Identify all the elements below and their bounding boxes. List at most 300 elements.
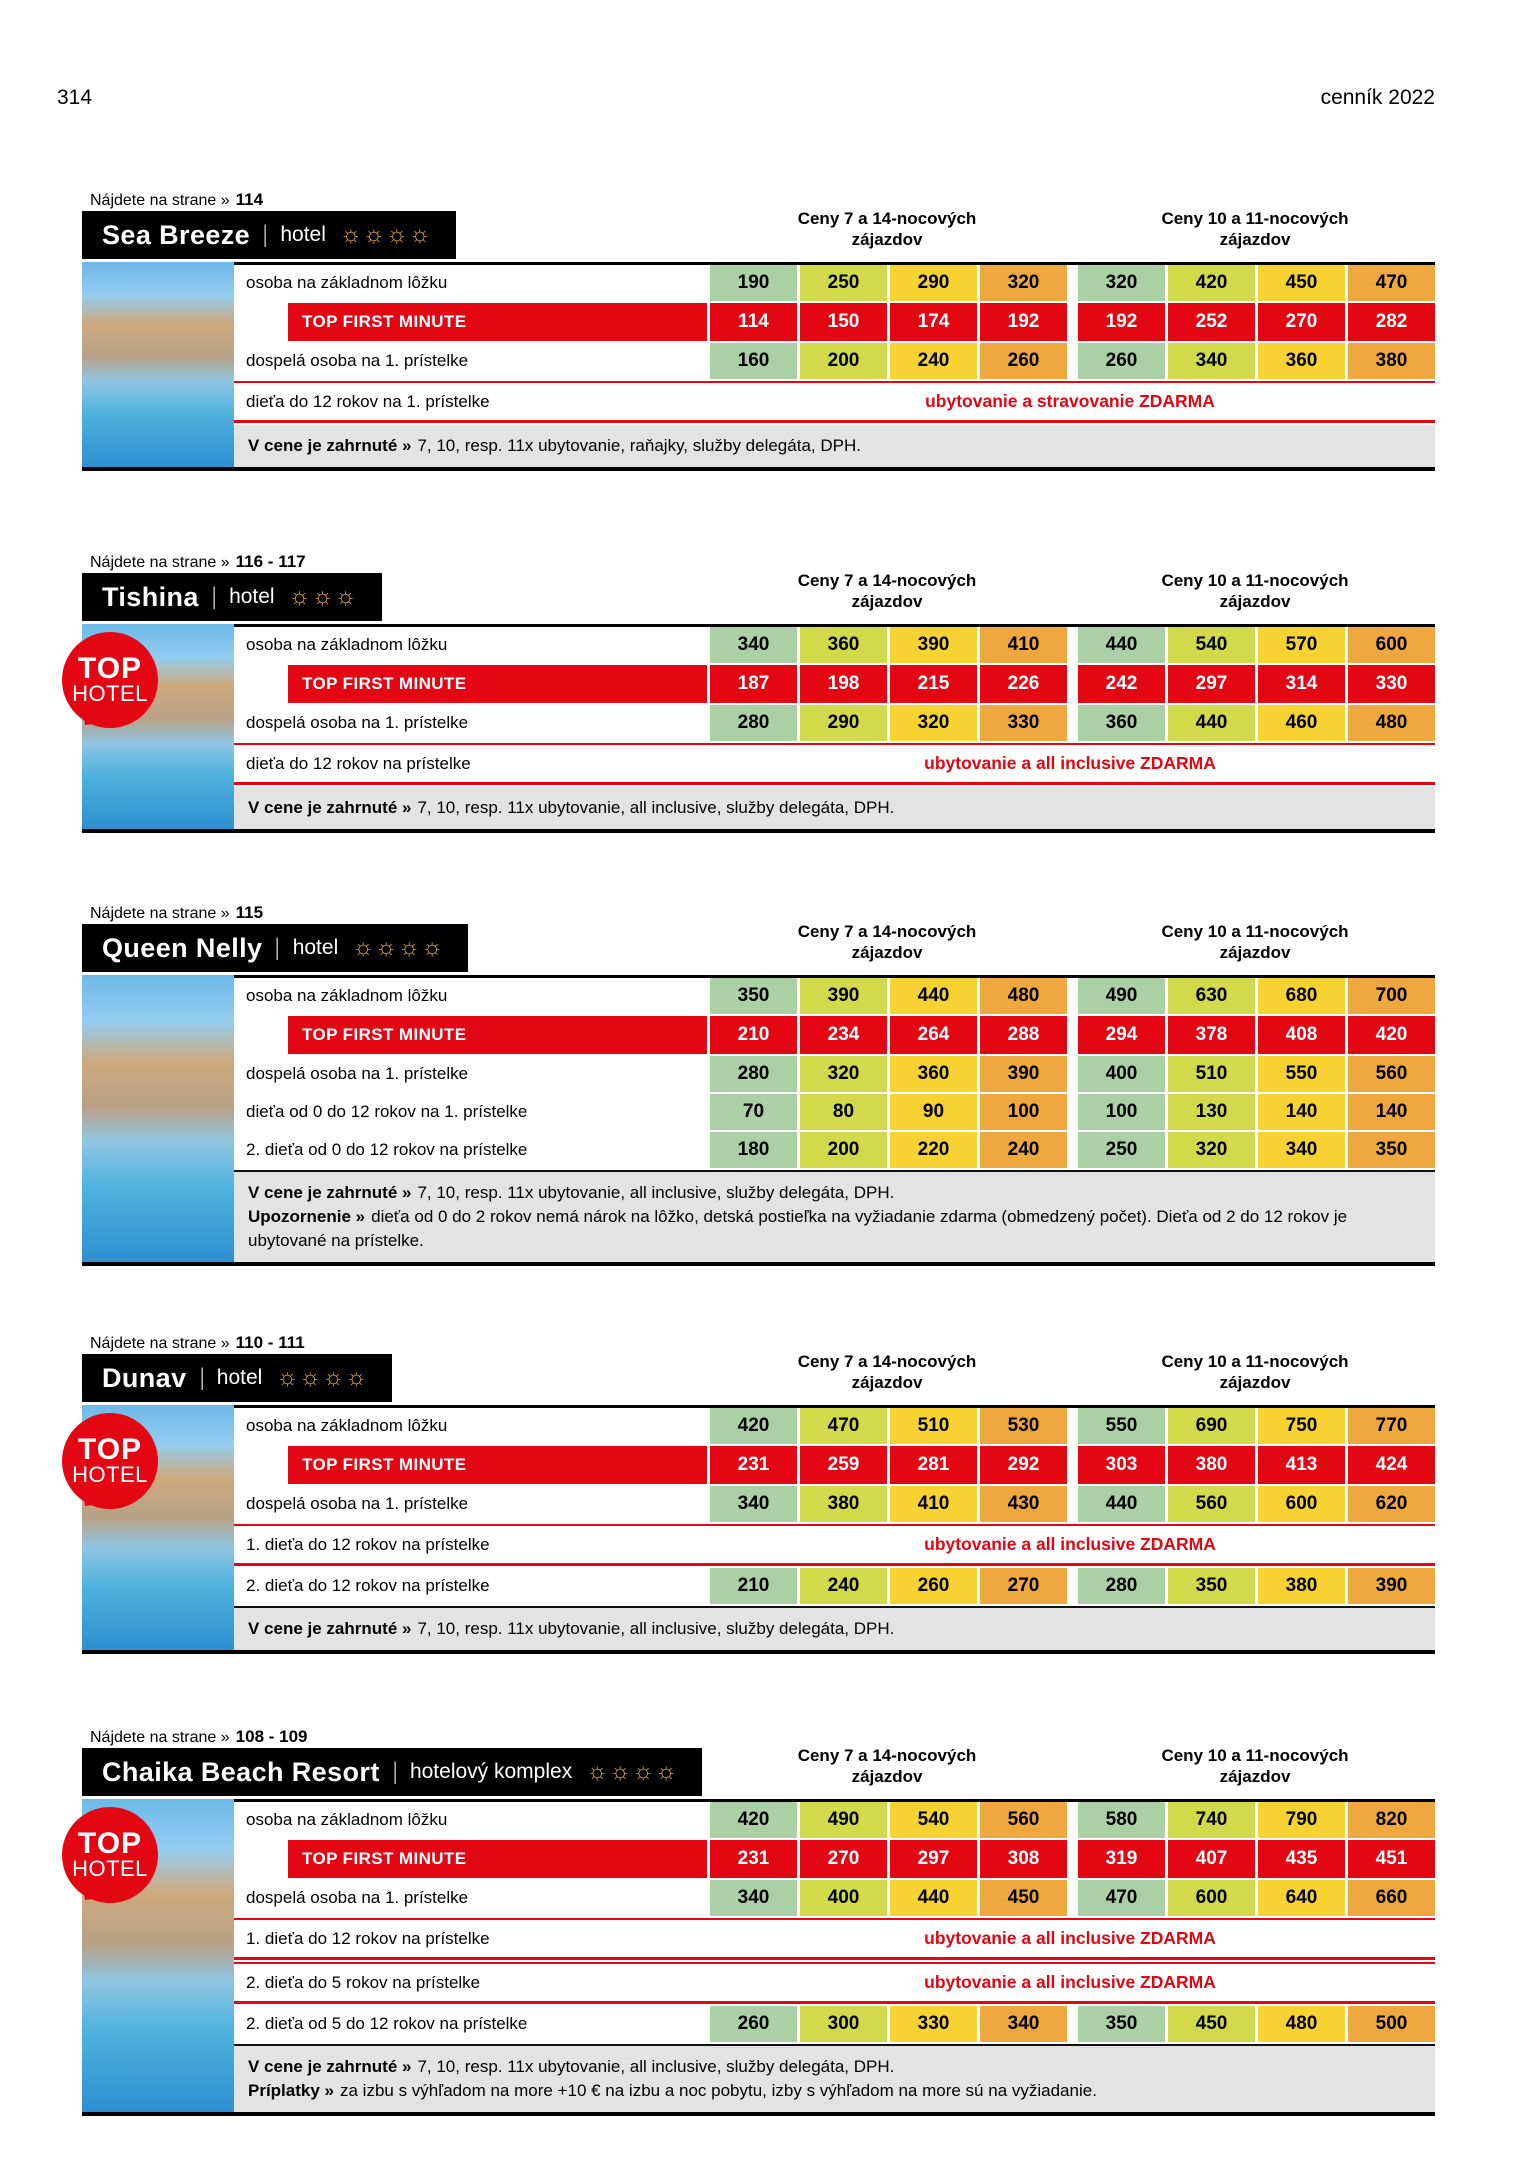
price-row-label: dieťa od 0 do 12 rokov na 1. prístelke [246, 1102, 528, 1121]
price-cell: 450 [1258, 265, 1345, 301]
page-reference [82, 190, 1435, 209]
price-cell: 410 [980, 627, 1067, 663]
price-group-1-line1: Ceny 7 a 14-nocových [797, 1352, 977, 1371]
price-group-1-line2: zájazdov [851, 1373, 923, 1392]
hotel-category: hotel [280, 223, 326, 246]
note-text: 7, 10, resp. 11x ubytovanie, all inclusive, služby delegáta, DPH. [417, 2057, 895, 2076]
hotel-section [72, 552, 1435, 833]
price-row [234, 343, 1435, 379]
page-reference-label: Nájdete na strane » [90, 554, 230, 571]
price-cell: 690 [1168, 1408, 1255, 1444]
top-hotel-badge-line2: HOTEL [72, 1856, 148, 1881]
price-cell: 530 [980, 1408, 1067, 1444]
price-cell: 80 [800, 1094, 887, 1130]
price-cell: 320 [800, 1056, 887, 1092]
sun-star-icon: ☼ [288, 583, 312, 610]
price-cell: 260 [980, 343, 1067, 379]
price-cell: 480 [1258, 2006, 1345, 2042]
hotel-section [82, 903, 1435, 1266]
sun-star-icon: ☼ [311, 583, 335, 610]
tfm-label: TOP FIRST MINUTE [288, 1446, 707, 1484]
sun-star-icon: ☼ [655, 1758, 679, 1785]
price-row [234, 1486, 1435, 1522]
hotel-title-bar [82, 573, 382, 621]
page-reference-number: 116 - 117 [235, 552, 306, 571]
page-reference-label: Nájdete na strane » [90, 1335, 230, 1352]
price-cell: 570 [1258, 627, 1345, 663]
page-reference [82, 552, 1435, 571]
sun-star-icon: ☼ [322, 1364, 346, 1391]
free-offer-row [234, 381, 1435, 423]
hotel-category: hotelový komplex [409, 1760, 573, 1783]
price-cell: 470 [800, 1408, 887, 1444]
price-cell: 550 [1258, 1056, 1345, 1092]
price-cell: 140 [1258, 1094, 1345, 1130]
price-cell: 400 [1078, 1056, 1165, 1092]
hotel-photo [82, 262, 234, 467]
price-row-label: 2. dieťa od 5 do 12 rokov na prístelke [246, 2014, 528, 2033]
price-row-label: dospelá osoba na 1. prístelke [246, 1888, 469, 1907]
tfm-indent [234, 1840, 288, 1878]
tfm-price-cell: 114 [710, 303, 797, 341]
price-group-1-line2: zájazdov [851, 943, 923, 962]
price-cell: 330 [890, 2006, 977, 2042]
price-group-2-header [1075, 208, 1435, 250]
note-lead: V cene je zahrnuté » [248, 798, 412, 817]
tfm-price-cell: 226 [980, 665, 1067, 703]
sun-star-icon: ☼ [609, 1758, 633, 1785]
price-cell: 410 [890, 1486, 977, 1522]
price-cell: 200 [800, 343, 887, 379]
price-cell: 770 [1348, 1408, 1435, 1444]
tfm-price-cell: 150 [800, 303, 887, 341]
top-hotel-badge-line1: TOP [77, 1433, 143, 1466]
price-cell: 90 [890, 1094, 977, 1130]
price-row-label: 2. dieťa do 12 rokov na prístelke [246, 1576, 490, 1595]
sun-star-icon: ☼ [586, 1758, 610, 1785]
price-group-2-header [1075, 921, 1435, 963]
price-cell: 100 [1078, 1094, 1165, 1130]
tfm-price-cell: 292 [980, 1446, 1067, 1484]
price-cell: 470 [1078, 1880, 1165, 1916]
price-cell: 340 [980, 2006, 1067, 2042]
tfm-price-cell: 424 [1348, 1446, 1435, 1484]
hotel-section [72, 1333, 1435, 1654]
price-cell: 390 [1348, 1568, 1435, 1604]
free-offer-text: ubytovanie a all inclusive ZDARMA [924, 753, 1216, 773]
price-row-label: osoba na základnom lôžku [246, 1416, 448, 1435]
price-group-1-header [707, 921, 1067, 963]
price-row [234, 1132, 1435, 1168]
price-row [234, 1056, 1435, 1092]
price-cell: 320 [1168, 1132, 1255, 1168]
price-group-2-line2: zájazdov [1219, 592, 1291, 611]
tfm-price-cell: 259 [800, 1446, 887, 1484]
price-row-label: osoba na základnom lôžku [246, 635, 448, 654]
price-cell: 140 [1348, 1094, 1435, 1130]
price-group-1-line2: zájazdov [851, 592, 923, 611]
tfm-price-cell: 314 [1258, 665, 1345, 703]
price-cell: 630 [1168, 978, 1255, 1014]
price-cell: 450 [1168, 2006, 1255, 2042]
price-group-2-header [1075, 570, 1435, 612]
price-rows [234, 262, 1435, 467]
price-cell: 260 [1078, 343, 1165, 379]
price-table [72, 624, 1435, 833]
price-cell: 680 [1258, 978, 1345, 1014]
top-hotel-badge [62, 1413, 158, 1509]
hotel-name: Dunav [102, 1362, 187, 1393]
note-lead: V cene je zahrnuté » [248, 2057, 412, 2076]
tfm-price-cell: 192 [980, 303, 1067, 341]
tfm-label: TOP FIRST MINUTE [288, 665, 707, 703]
note-text: dieťa od 0 do 2 rokov nemá nárok na lôžko, detská postieľka na vyžiadanie zdarma (obmedzený počet). Dieťa od 2 do 12 rokov je ubytované na prístelke. [248, 1207, 1348, 1250]
title-separator: | [212, 583, 216, 610]
price-cell: 440 [1078, 1486, 1165, 1522]
price-cell: 210 [710, 1568, 797, 1604]
price-cell: 440 [890, 978, 977, 1014]
price-cell: 340 [1168, 343, 1255, 379]
price-group-2-header [1075, 1351, 1435, 1393]
tfm-price-cell: 282 [1348, 303, 1435, 341]
note-text: 7, 10, resp. 11x ubytovanie, raňajky, služby delegáta, DPH. [417, 436, 861, 455]
page-reference-number: 114 [235, 190, 264, 209]
hotel-photo [72, 624, 234, 829]
price-cell: 350 [710, 978, 797, 1014]
tfm-price-cell: 234 [800, 1016, 887, 1054]
tfm-price-cell: 264 [890, 1016, 977, 1054]
tfm-price-cell: 451 [1348, 1840, 1435, 1878]
price-cell: 330 [980, 705, 1067, 741]
price-cell: 290 [800, 705, 887, 741]
sun-star-icon: ☼ [375, 934, 399, 961]
price-table [82, 262, 1435, 471]
price-cell: 280 [710, 705, 797, 741]
price-group-2-line1: Ceny 10 a 11-nocových [1161, 1746, 1349, 1765]
note-line [248, 1205, 1421, 1253]
tfm-price-cell: 435 [1258, 1840, 1345, 1878]
page-number: 314 [57, 86, 93, 109]
price-cell: 430 [980, 1486, 1067, 1522]
price-row [234, 1408, 1435, 1444]
price-cell: 540 [1168, 627, 1255, 663]
price-cell: 490 [1078, 978, 1165, 1014]
price-group-2-line1: Ceny 10 a 11-nocových [1161, 571, 1349, 590]
tfm-price-cell: 242 [1078, 665, 1165, 703]
note-text: 7, 10, resp. 11x ubytovanie, all inclusive, služby delegáta, DPH. [417, 1183, 895, 1202]
price-cell: 470 [1348, 265, 1435, 301]
price-cell: 700 [1348, 978, 1435, 1014]
price-cell: 510 [1168, 1056, 1255, 1092]
price-group-1-header [707, 1745, 1067, 1787]
sun-star-icon: ☼ [299, 1364, 323, 1391]
sun-star-icon: ☼ [421, 934, 445, 961]
note-lead: Upozornenie » [248, 1207, 366, 1226]
price-cell: 340 [710, 627, 797, 663]
price-cell: 380 [800, 1486, 887, 1522]
tfm-price-cell: 288 [980, 1016, 1067, 1054]
tfm-label: TOP FIRST MINUTE [288, 303, 707, 341]
free-offer-text: ubytovanie a stravovanie ZDARMA [925, 391, 1215, 411]
price-row [234, 627, 1435, 663]
price-cell: 390 [800, 978, 887, 1014]
sun-star-icon: ☼ [362, 221, 386, 248]
hotel-title-bar [82, 1748, 702, 1796]
tfm-label: TOP FIRST MINUTE [288, 1016, 707, 1054]
price-group-1-line1: Ceny 7 a 14-nocových [797, 209, 977, 228]
price-cell: 420 [710, 1802, 797, 1838]
top-hotel-badge-line1: TOP [77, 1827, 143, 1860]
price-cell: 270 [980, 1568, 1067, 1604]
free-offer-row [234, 1962, 1435, 2004]
top-first-minute-row [234, 1016, 1435, 1054]
tfm-price-cell: 270 [1258, 303, 1345, 341]
hotel-name: Chaika Beach Resort [102, 1756, 380, 1787]
page-reference [82, 1727, 1435, 1746]
title-separator: | [275, 934, 280, 961]
price-cell: 390 [890, 627, 977, 663]
page-reference-label: Nájdete na strane » [90, 905, 230, 922]
price-table [82, 975, 1435, 1266]
tfm-price-cell: 252 [1168, 303, 1255, 341]
price-cell: 440 [890, 1880, 977, 1916]
price-cell: 560 [980, 1802, 1067, 1838]
price-cell: 420 [1168, 265, 1255, 301]
hotel-photo [82, 975, 234, 1262]
price-group-2-line2: zájazdov [1219, 230, 1291, 249]
price-group-2-line1: Ceny 10 a 11-nocových [1161, 1352, 1349, 1371]
price-cell: 660 [1348, 1880, 1435, 1916]
price-cell: 540 [890, 1802, 977, 1838]
price-row-label: dospelá osoba na 1. prístelke [246, 713, 469, 732]
price-cell: 250 [800, 265, 887, 301]
hotel-title-bar [82, 211, 456, 259]
price-cell: 600 [1168, 1880, 1255, 1916]
price-cell: 360 [890, 1056, 977, 1092]
top-hotel-badge-line1: TOP [77, 652, 143, 685]
sun-star-icon: ☼ [385, 221, 409, 248]
hotel-name: Sea Breeze [102, 219, 251, 250]
price-cell: 240 [890, 343, 977, 379]
price-cell: 290 [890, 265, 977, 301]
price-cell: 340 [1258, 1132, 1345, 1168]
tfm-indent [234, 303, 288, 341]
top-hotel-badge [62, 632, 158, 728]
sun-star-icon: ☼ [334, 583, 358, 610]
free-offer-text: ubytovanie a all inclusive ZDARMA [924, 1972, 1216, 1992]
tfm-indent [234, 1016, 288, 1054]
tfm-price-cell: 174 [890, 303, 977, 341]
price-cell: 600 [1348, 627, 1435, 663]
price-rows [234, 624, 1435, 829]
page-reference-label: Nájdete na strane » [90, 192, 230, 209]
price-group-2-line2: zájazdov [1219, 943, 1291, 962]
tfm-label: TOP FIRST MINUTE [288, 1840, 707, 1878]
price-cell: 190 [710, 265, 797, 301]
page-reference [82, 903, 1435, 922]
price-row-label: dospelá osoba na 1. prístelke [246, 1064, 469, 1083]
note-line [248, 1181, 1421, 1205]
sun-star-icon: ☼ [632, 1758, 656, 1785]
included-notes [234, 425, 1435, 467]
price-cell: 560 [1168, 1486, 1255, 1522]
note-text: 7, 10, resp. 11x ubytovanie, all inclusive, služby delegáta, DPH. [417, 798, 895, 817]
top-first-minute-row [234, 1446, 1435, 1484]
free-offer-text: ubytovanie a all inclusive ZDARMA [924, 1534, 1216, 1554]
page-reference-number: 115 [235, 903, 264, 922]
price-cell: 450 [980, 1880, 1067, 1916]
hotel-category: hotel [216, 1366, 263, 1389]
star-rating [586, 1758, 678, 1786]
price-group-1-line1: Ceny 7 a 14-nocových [797, 571, 977, 590]
price-group-2-line2: zájazdov [1219, 1767, 1291, 1786]
sun-star-icon: ☼ [276, 1364, 300, 1391]
included-notes [234, 1170, 1435, 1262]
page-reference-label: Nájdete na strane » [90, 1729, 230, 1746]
price-cell: 640 [1258, 1880, 1345, 1916]
star-rating [276, 1364, 368, 1392]
price-cell: 240 [800, 1568, 887, 1604]
tfm-indent [234, 1446, 288, 1484]
price-cell: 490 [800, 1802, 887, 1838]
price-cell: 600 [1258, 1486, 1345, 1522]
price-group-2-line2: zájazdov [1219, 1373, 1291, 1392]
price-cell: 740 [1168, 1802, 1255, 1838]
price-row [234, 1094, 1435, 1130]
price-cell: 340 [710, 1486, 797, 1522]
note-lead: V cene je zahrnuté » [248, 436, 412, 455]
tfm-price-cell: 303 [1078, 1446, 1165, 1484]
tfm-price-cell: 297 [1168, 665, 1255, 703]
star-rating [352, 934, 444, 962]
free-offer-row [234, 743, 1435, 785]
tfm-price-cell: 420 [1348, 1016, 1435, 1054]
note-text: 7, 10, resp. 11x ubytovanie, all inclusive, služby delegáta, DPH. [417, 1619, 895, 1638]
price-group-2-header [1075, 1745, 1435, 1787]
price-row [234, 1880, 1435, 1916]
price-cell: 620 [1348, 1486, 1435, 1522]
price-group-1-line2: zájazdov [851, 230, 923, 249]
price-cell: 560 [1348, 1056, 1435, 1092]
price-cell: 260 [710, 2006, 797, 2042]
price-group-2-line1: Ceny 10 a 11-nocových [1161, 922, 1349, 941]
top-hotel-badge [62, 1807, 158, 1903]
price-row [234, 2006, 1435, 2042]
tfm-price-cell: 198 [800, 665, 887, 703]
price-group-2-line1: Ceny 10 a 11-nocových [1161, 209, 1349, 228]
note-lead: Príplatky » [248, 2081, 334, 2100]
price-cell: 200 [800, 1132, 887, 1168]
catalog-title: cenník 2022 [1320, 86, 1435, 109]
price-cell: 320 [890, 705, 977, 741]
note-line [248, 434, 1421, 458]
tfm-price-cell: 407 [1168, 1840, 1255, 1878]
price-cell: 750 [1258, 1408, 1345, 1444]
price-cell: 340 [710, 1880, 797, 1916]
free-row-label: dieťa do 12 rokov na 1. prístelke [246, 391, 490, 411]
tfm-price-cell: 297 [890, 1840, 977, 1878]
price-row [234, 1568, 1435, 1604]
price-cell: 380 [1258, 1568, 1345, 1604]
price-cell: 180 [710, 1132, 797, 1168]
price-row-label: dospelá osoba na 1. prístelke [246, 351, 469, 370]
price-cell: 300 [800, 2006, 887, 2042]
hotel-name: Tishina [102, 581, 199, 612]
tfm-price-cell: 408 [1258, 1016, 1345, 1054]
price-row-label: osoba na základnom lôžku [246, 1810, 448, 1829]
price-cell: 420 [710, 1408, 797, 1444]
price-cell: 160 [710, 343, 797, 379]
price-rows [234, 975, 1435, 1262]
tfm-price-cell: 231 [710, 1446, 797, 1484]
tfm-price-cell: 380 [1168, 1446, 1255, 1484]
price-cell: 460 [1258, 705, 1345, 741]
tfm-price-cell: 215 [890, 665, 977, 703]
sun-star-icon: ☼ [352, 934, 376, 961]
tfm-price-cell: 187 [710, 665, 797, 703]
price-row-label: dospelá osoba na 1. prístelke [246, 1494, 469, 1513]
page-reference-number: 110 - 111 [235, 1333, 305, 1352]
price-cell: 550 [1078, 1408, 1165, 1444]
title-separator: | [263, 221, 268, 248]
note-line [248, 1617, 1421, 1641]
sun-star-icon: ☼ [408, 221, 432, 248]
sun-star-icon: ☼ [345, 1364, 369, 1391]
price-cell: 250 [1078, 1132, 1165, 1168]
price-row [234, 1802, 1435, 1838]
price-group-1-line2: zájazdov [851, 1767, 923, 1786]
price-row [234, 978, 1435, 1014]
price-row [234, 265, 1435, 301]
price-cell: 360 [800, 627, 887, 663]
included-notes [234, 1606, 1435, 1650]
top-hotel-badge-line2: HOTEL [72, 1462, 148, 1487]
price-cell: 280 [1078, 1568, 1165, 1604]
note-line [248, 2055, 1421, 2079]
included-notes [234, 2044, 1435, 2112]
hotel-title-bar [82, 1354, 392, 1402]
page-reference-number: 108 - 109 [235, 1727, 308, 1746]
tfm-price-cell: 294 [1078, 1016, 1165, 1054]
hotel-name: Queen Nelly [102, 932, 263, 963]
tfm-price-cell: 210 [710, 1016, 797, 1054]
price-cell: 790 [1258, 1802, 1345, 1838]
top-first-minute-row [234, 303, 1435, 341]
top-hotel-badge-line2: HOTEL [72, 681, 148, 706]
hotel-category: hotel [292, 936, 339, 959]
free-offer-row [234, 1524, 1435, 1566]
tfm-price-cell: 231 [710, 1840, 797, 1878]
free-offer-row [234, 1918, 1435, 1960]
price-row [234, 705, 1435, 741]
tfm-price-cell: 319 [1078, 1840, 1165, 1878]
price-cell: 480 [1348, 705, 1435, 741]
price-cell: 380 [1348, 343, 1435, 379]
note-lead: V cene je zahrnuté » [248, 1619, 412, 1638]
price-group-1-header [707, 1351, 1067, 1393]
page-reference [82, 1333, 1435, 1352]
price-cell: 320 [980, 265, 1067, 301]
hotel-section [82, 190, 1435, 471]
note-line [248, 2079, 1421, 2103]
tfm-price-cell: 330 [1348, 665, 1435, 703]
tfm-price-cell: 281 [890, 1446, 977, 1484]
tfm-indent [234, 665, 288, 703]
price-row-label: osoba na základnom lôžku [246, 986, 448, 1005]
tfm-price-cell: 192 [1078, 303, 1165, 341]
price-group-1-header [707, 208, 1067, 250]
price-cell: 510 [890, 1408, 977, 1444]
